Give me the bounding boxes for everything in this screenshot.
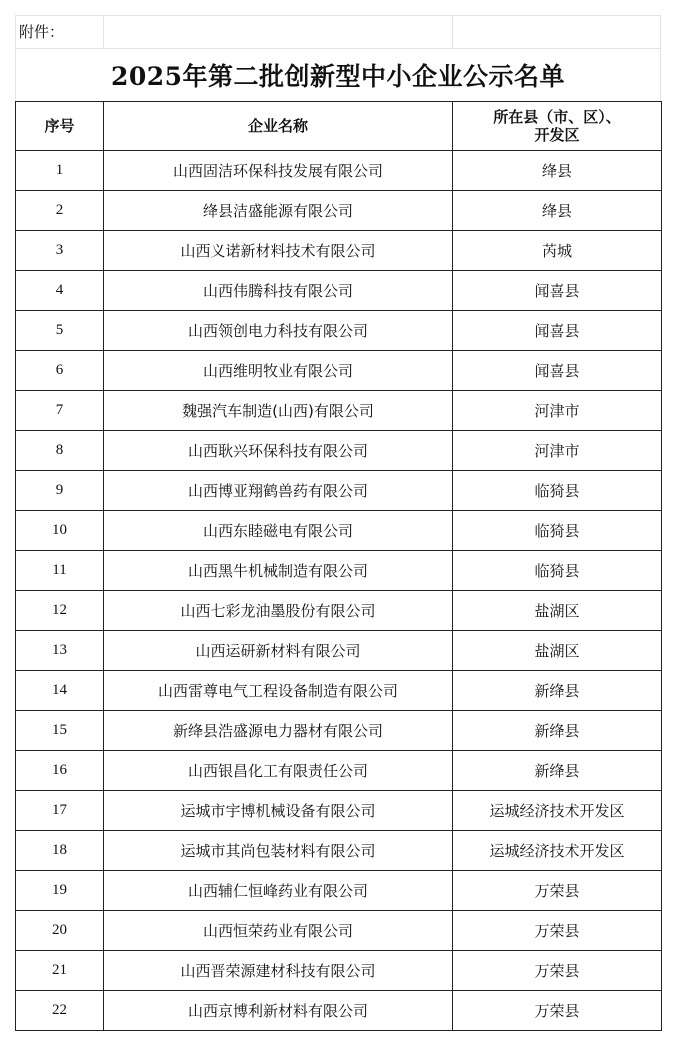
table-row <box>16 671 662 711</box>
row-company-cell[interactable]: 魏强汽车制造(山西)有限公司 <box>104 391 453 431</box>
header-location-line2: 开发区 <box>534 126 580 144</box>
row-company-cell[interactable]: 山西雷尊电气工程设备制造有限公司 <box>104 671 453 711</box>
row-index-cell[interactable]: 19 <box>16 871 104 911</box>
row-location-cell[interactable]: 万荣县 <box>453 871 662 911</box>
row-location-cell[interactable]: 盐湖区 <box>453 631 662 671</box>
row-index-cell[interactable]: 4 <box>16 271 104 311</box>
attachment-row <box>15 15 661 49</box>
table-row <box>16 991 662 1031</box>
row-index-cell[interactable]: 10 <box>16 511 104 551</box>
row-company-cell[interactable]: 新绛县浩盛源电力器材有限公司 <box>104 711 453 751</box>
empty-cell[interactable] <box>453 16 661 49</box>
row-company-cell[interactable]: 运城市宇博机械设备有限公司 <box>104 791 453 831</box>
row-location-cell[interactable]: 盐湖区 <box>453 591 662 631</box>
row-index-cell[interactable]: 11 <box>16 551 104 591</box>
table-row <box>16 311 662 351</box>
row-location-cell[interactable]: 绛县 <box>453 151 662 191</box>
row-index-cell[interactable]: 20 <box>16 911 104 951</box>
row-location-cell[interactable]: 新绛县 <box>453 671 662 711</box>
row-index-cell[interactable]: 13 <box>16 631 104 671</box>
row-company-cell[interactable]: 山西黑牛机械制造有限公司 <box>104 551 453 591</box>
row-index-cell[interactable]: 16 <box>16 751 104 791</box>
table-body <box>16 151 662 1031</box>
row-location-cell[interactable]: 万荣县 <box>453 911 662 951</box>
table-row <box>16 151 662 191</box>
row-index-cell[interactable]: 9 <box>16 471 104 511</box>
row-company-cell[interactable]: 山西东睦磁电有限公司 <box>104 511 453 551</box>
attachment-label[interactable]: 附件： <box>16 16 104 49</box>
header-location-line1: 所在县（市、区）、 <box>493 108 621 126</box>
row-index-cell[interactable]: 5 <box>16 311 104 351</box>
row-location-cell[interactable]: 万荣县 <box>453 951 662 991</box>
table-row <box>16 231 662 271</box>
table-row <box>16 351 662 391</box>
row-location-cell[interactable]: 运城经济技术开发区 <box>453 831 662 871</box>
row-location-cell[interactable]: 临猗县 <box>453 511 662 551</box>
row-location-cell[interactable]: 绛县 <box>453 191 662 231</box>
row-location-cell[interactable]: 新绛县 <box>453 711 662 751</box>
row-location-cell[interactable]: 临猗县 <box>453 551 662 591</box>
row-index-cell[interactable]: 6 <box>16 351 104 391</box>
table-row <box>16 191 662 231</box>
row-company-cell[interactable]: 绛县洁盛能源有限公司 <box>104 191 453 231</box>
row-location-cell[interactable]: 闻喜县 <box>453 351 662 391</box>
table-row <box>16 511 662 551</box>
table-row <box>16 911 662 951</box>
row-index-cell[interactable]: 18 <box>16 831 104 871</box>
row-location-cell[interactable]: 河津市 <box>453 431 662 471</box>
table-row <box>16 871 662 911</box>
row-location-cell[interactable]: 闻喜县 <box>453 311 662 351</box>
row-index-cell[interactable]: 7 <box>16 391 104 431</box>
row-index-cell[interactable]: 12 <box>16 591 104 631</box>
header-location[interactable] <box>453 102 662 151</box>
row-company-cell[interactable]: 山西维明牧业有限公司 <box>104 351 453 391</box>
row-company-cell[interactable]: 山西固洁环保科技发展有限公司 <box>104 151 453 191</box>
row-company-cell[interactable]: 山西京博利新材料有限公司 <box>104 991 453 1031</box>
row-index-cell[interactable]: 15 <box>16 711 104 751</box>
table-row <box>16 831 662 871</box>
row-company-cell[interactable]: 山西伟腾科技有限公司 <box>104 271 453 311</box>
row-company-cell[interactable]: 运城市其尚包装材料有限公司 <box>104 831 453 871</box>
row-index-cell[interactable]: 3 <box>16 231 104 271</box>
company-table <box>15 101 662 1031</box>
table-row <box>16 431 662 471</box>
table-row <box>16 591 662 631</box>
row-company-cell[interactable]: 山西运研新材料有限公司 <box>104 631 453 671</box>
row-company-cell[interactable]: 山西领创电力科技有限公司 <box>104 311 453 351</box>
row-company-cell[interactable]: 山西银昌化工有限责任公司 <box>104 751 453 791</box>
title-row <box>15 49 661 101</box>
header-index[interactable]: 序号 <box>16 102 104 151</box>
row-company-cell[interactable]: 山西辅仁恒峰药业有限公司 <box>104 871 453 911</box>
row-company-cell[interactable]: 山西晋荣源建材科技有限公司 <box>104 951 453 991</box>
spreadsheet <box>15 15 661 1031</box>
row-location-cell[interactable]: 芮城 <box>453 231 662 271</box>
row-index-cell[interactable]: 22 <box>16 991 104 1031</box>
table-row <box>16 711 662 751</box>
row-location-cell[interactable]: 闻喜县 <box>453 271 662 311</box>
empty-cell[interactable] <box>104 16 453 49</box>
row-index-cell[interactable]: 8 <box>16 431 104 471</box>
table-row <box>16 271 662 311</box>
header-company[interactable]: 企业名称 <box>104 102 453 151</box>
table-row <box>16 391 662 431</box>
row-company-cell[interactable]: 山西恒荣药业有限公司 <box>104 911 453 951</box>
row-index-cell[interactable]: 14 <box>16 671 104 711</box>
header-row <box>16 102 662 151</box>
row-company-cell[interactable]: 山西义诺新材料技术有限公司 <box>104 231 453 271</box>
page-title[interactable]: 2025年第二批创新型中小企业公示名单 <box>110 62 566 91</box>
row-location-cell[interactable]: 河津市 <box>453 391 662 431</box>
row-company-cell[interactable]: 山西七彩龙油墨股份有限公司 <box>104 591 453 631</box>
row-location-cell[interactable]: 新绛县 <box>453 751 662 791</box>
row-location-cell[interactable]: 万荣县 <box>453 991 662 1031</box>
table-row <box>16 791 662 831</box>
row-index-cell[interactable]: 2 <box>16 191 104 231</box>
row-location-cell[interactable]: 运城经济技术开发区 <box>453 791 662 831</box>
row-company-cell[interactable]: 山西耿兴环保科技有限公司 <box>104 431 453 471</box>
row-company-cell[interactable]: 山西博亚翔鹤兽药有限公司 <box>104 471 453 511</box>
table-row <box>16 951 662 991</box>
row-index-cell[interactable]: 21 <box>16 951 104 991</box>
row-index-cell[interactable]: 1 <box>16 151 104 191</box>
table-row <box>16 551 662 591</box>
table-row <box>16 471 662 511</box>
table-row <box>16 631 662 671</box>
row-location-cell[interactable]: 临猗县 <box>453 471 662 511</box>
table-row <box>16 751 662 791</box>
row-index-cell[interactable]: 17 <box>16 791 104 831</box>
